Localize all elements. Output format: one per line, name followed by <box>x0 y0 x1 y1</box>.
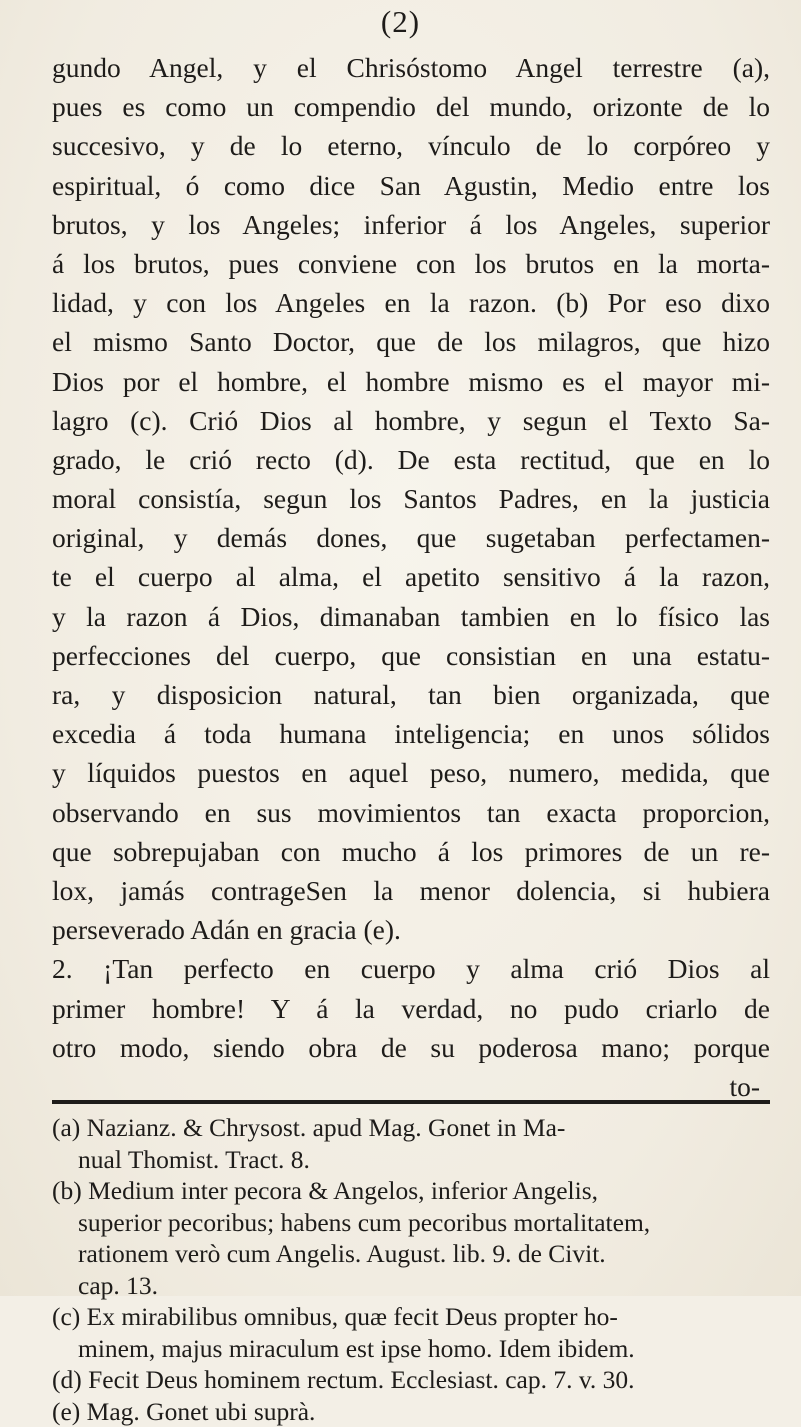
text-line: pues es como un compendio del mundo, orizonte de lo <box>52 87 770 126</box>
text-line: otro modo, siendo obra de su poderosa mano; porque <box>52 1028 770 1067</box>
text-line: original, y demás dones, que sugetaban perfectamen- <box>52 518 770 557</box>
text-line: succesivo, y de lo eterno, vínculo de lo corpóreo y <box>52 126 770 165</box>
text-line: lox, jamás contrageSen la menor dolencia, si hubiera <box>52 871 770 910</box>
text-line: Dios por el hombre, el hombre mismo es el mayor mi- <box>52 362 770 401</box>
text-line: primer hombre! Y á la verdad, no pudo criarlo de <box>52 989 770 1028</box>
text-line: excedia á toda humana inteligencia; en unos sólidos <box>52 714 770 753</box>
page-number: (2) <box>0 4 801 40</box>
text-line: grado, le crió recto (d). De esta rectitud, que en lo <box>52 440 770 479</box>
text-line: y la razon á Dios, dimanaban tambien en lo físico las <box>52 597 770 636</box>
main-text <box>52 48 770 1106</box>
text-line: brutos, y los Angeles; inferior á los Angeles, superior <box>52 205 770 244</box>
footnotes <box>52 1112 770 1427</box>
footnote-line: (e) Mag. Gonet ubi suprà. <box>52 1396 770 1427</box>
text-line: observando en sus movimientos tan exacta proporcion, <box>52 793 770 832</box>
text-line: ra, y disposicion natural, tan bien organizada, que <box>52 675 770 714</box>
text-line: te el cuerpo al alma, el apetito sensitivo á la razon, <box>52 557 770 596</box>
footnote-line: rationem verò cum Angelis. August. lib. 9. de Civit. <box>52 1238 770 1270</box>
footnote-line: superior pecoribus; habens cum pecoribus mortalitatem, <box>52 1207 770 1239</box>
footnote-rule <box>52 1100 770 1104</box>
text-line: á los brutos, pues conviene con los brutos en la morta- <box>52 244 770 283</box>
footnote-line: nual Thomist. Tract. 8. <box>52 1144 770 1176</box>
footnote-line: (b) Medium inter pecora & Angelos, inferior Angelis, <box>52 1175 770 1207</box>
text-line: 2. ¡Tan perfecto en cuerpo y alma crió Dios al <box>52 949 770 988</box>
footnote-line: minem, majus miraculum est ipse homo. Idem ibidem. <box>52 1333 770 1365</box>
text-line: lidad, y con los Angeles en la razon. (b) Por eso dixo <box>52 283 770 322</box>
text-line: y líquidos puestos en aquel peso, numero, medida, que <box>52 753 770 792</box>
footnote-line: (a) Nazianz. & Chrysost. apud Mag. Gonet in Ma- <box>52 1112 770 1144</box>
text-line: espiritual, ó como dice San Agustin, Medio entre los <box>52 166 770 205</box>
text-line: gundo Angel, y el Chrisóstomo Angel terrestre (a), <box>52 48 770 87</box>
text-line: moral consistía, segun los Santos Padres, en la justicia <box>52 479 770 518</box>
text-line: perseverado Adán en gracia (e). <box>52 910 770 949</box>
text-line: lagro (c). Crió Dios al hombre, y segun el Texto Sa- <box>52 401 770 440</box>
text-line: que sobrepujaban con mucho á los primores de un re- <box>52 832 770 871</box>
text-line: el mismo Santo Doctor, que de los milagros, que hizo <box>52 322 770 361</box>
catchword: to- <box>52 1067 770 1106</box>
footnote-line: cap. 13. <box>52 1270 770 1302</box>
text-line: perfecciones del cuerpo, que consistian en una estatu- <box>52 636 770 675</box>
footnote-line: (c) Ex mirabilibus omnibus, quæ fecit Deus propter ho- <box>52 1301 770 1333</box>
footnote-line: (d) Fecit Deus hominem rectum. Ecclesiast. cap. 7. v. 30. <box>52 1364 770 1396</box>
